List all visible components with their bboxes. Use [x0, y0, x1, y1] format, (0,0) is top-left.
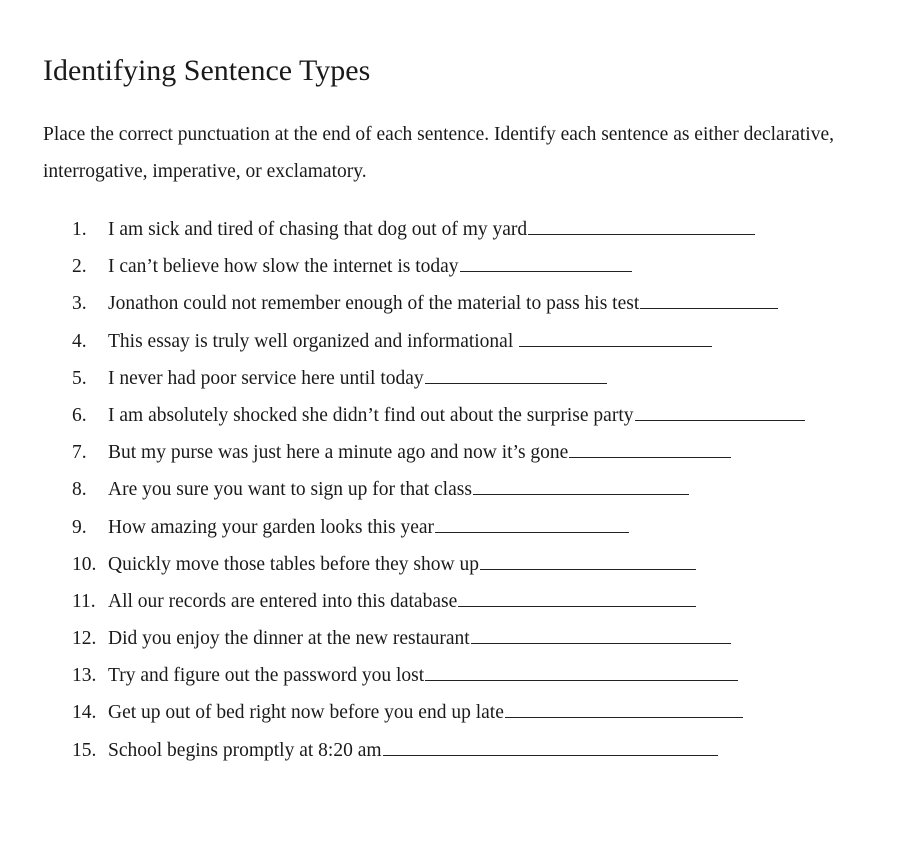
page-title: Identifying Sentence Types	[43, 54, 371, 87]
answer-blank[interactable]	[383, 754, 718, 756]
question-item	[72, 697, 805, 734]
question-text: I never had poor service here until today	[108, 367, 424, 389]
answer-blank[interactable]	[569, 456, 731, 458]
question-item	[72, 326, 805, 363]
question-text: I am sick and tired of chasing that dog out of my yard	[108, 219, 528, 240]
question-number: 4.	[72, 330, 87, 352]
answer-blank[interactable]	[635, 419, 805, 421]
question-text: Jonathon could not remember enough of the material to pass his test	[108, 293, 640, 315]
question-text: Try and figure out the password you lost	[108, 665, 425, 687]
question-text: How amazing your garden looks this year	[108, 516, 434, 538]
question-number: 7.	[72, 442, 87, 464]
question-item	[72, 512, 805, 549]
answer-blank[interactable]	[640, 307, 778, 309]
question-number: 15.	[72, 739, 97, 761]
question-number: 11.	[72, 590, 96, 612]
question-number: 1.	[72, 219, 87, 240]
question-number: 9.	[72, 516, 87, 538]
answer-blank[interactable]	[458, 605, 696, 607]
question-text: School begins promptly at 8:20 am	[108, 739, 382, 761]
instructions-text: Place the correct punctuation at the end of each sentence. Identify each sentence as either declarative, interrogative, imperative, or exclamatory.	[43, 124, 834, 182]
question-item	[72, 474, 805, 511]
question-number: 13.	[72, 665, 97, 687]
question-number: 5.	[72, 367, 87, 389]
answer-blank[interactable]	[505, 716, 743, 718]
question-text: I am absolutely shocked she didn’t find out about the surprise party	[108, 404, 634, 426]
answer-blank[interactable]	[528, 233, 755, 235]
question-number: 3.	[72, 293, 87, 315]
question-text: Did you enjoy the dinner at the new restaurant	[108, 628, 470, 650]
question-number: 14.	[72, 702, 97, 724]
answer-blank[interactable]	[460, 270, 632, 272]
question-number: 2.	[72, 256, 87, 278]
question-text: I can’t believe how slow the internet is today	[108, 256, 459, 278]
question-list	[72, 214, 805, 772]
question-item	[72, 288, 805, 325]
question-number: 8.	[72, 479, 87, 501]
answer-blank[interactable]	[519, 345, 712, 347]
answer-blank[interactable]	[425, 679, 738, 681]
question-text: Quickly move those tables before they show up	[108, 553, 479, 575]
question-text: But my purse was just here a minute ago and now it’s gone	[108, 442, 569, 464]
question-item	[72, 735, 805, 772]
question-item	[72, 251, 805, 288]
question-item	[72, 400, 805, 437]
answer-blank[interactable]	[473, 493, 689, 495]
question-number: 6.	[72, 404, 87, 426]
question-item	[72, 623, 805, 660]
question-text: This essay is truly well organized and informational	[108, 330, 519, 352]
answer-blank[interactable]	[471, 642, 731, 644]
answer-blank[interactable]	[425, 382, 607, 384]
question-item	[72, 437, 805, 474]
question-item	[72, 363, 805, 400]
question-item	[72, 660, 805, 697]
question-text: Get up out of bed right now before you end up late	[108, 702, 504, 724]
question-text: All our records are entered into this database	[108, 590, 458, 612]
question-text: Are you sure you want to sign up for that class	[108, 479, 472, 501]
question-item	[72, 214, 805, 251]
answer-blank[interactable]	[480, 568, 696, 570]
question-item	[72, 549, 805, 586]
question-number: 10.	[72, 553, 97, 575]
question-item	[72, 586, 805, 623]
answer-blank[interactable]	[435, 531, 629, 533]
question-number: 12.	[72, 628, 97, 650]
